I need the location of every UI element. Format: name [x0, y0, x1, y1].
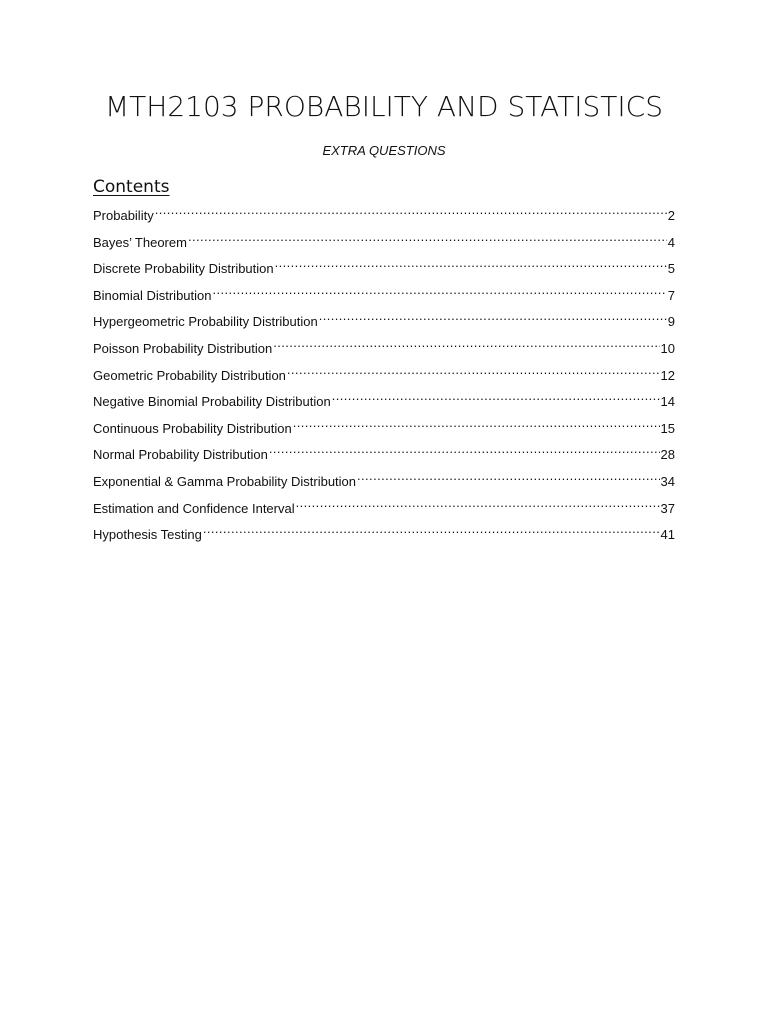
- toc-entry-hypothesis-testing[interactable]: [93, 519, 675, 546]
- toc-entry-page: 12: [660, 367, 675, 383]
- toc-dot-leader: [357, 466, 660, 486]
- toc-entry-label: Discrete Probability Distribution: [93, 261, 274, 277]
- toc-entry-exponential-gamma-probability-distribution[interactable]: [93, 466, 675, 493]
- toc-dot-leader: [213, 280, 667, 300]
- toc-entry-page: 34: [660, 473, 675, 489]
- toc-dot-leader: [188, 227, 667, 247]
- toc-entry-label: Binomial Distribution: [93, 287, 212, 303]
- toc-dot-leader: [319, 306, 667, 326]
- toc-entry-hypergeometric-probability-distribution[interactable]: [93, 306, 675, 333]
- toc-entry-page: 15: [660, 420, 675, 436]
- toc-entry-label: Hypergeometric Probability Distribution: [93, 314, 318, 330]
- toc-entry-page: 41: [660, 527, 675, 543]
- toc-entry-binomial-distribution[interactable]: [93, 280, 675, 307]
- toc-entry-label: Exponential & Gamma Probability Distribution: [93, 473, 357, 489]
- toc-entry-probability[interactable]: [93, 200, 675, 227]
- toc-dot-leader: [203, 519, 660, 539]
- toc-entry-label: Probability: [93, 208, 154, 223]
- toc-entry-page: 37: [660, 500, 675, 516]
- toc-entry-page: 14: [660, 394, 675, 410]
- toc-entry-geometric-probability-distribution[interactable]: [93, 360, 675, 387]
- toc-dot-leader: [296, 493, 660, 513]
- toc-entry-page: 5: [667, 261, 675, 277]
- toc-dot-leader: [155, 200, 667, 220]
- toc-entry-poisson-probability-distribution[interactable]: [93, 333, 675, 360]
- toc-entry-label: Poisson Probability Distribution: [93, 340, 273, 356]
- toc-dot-leader: [293, 413, 660, 433]
- toc-dot-leader: [269, 439, 660, 459]
- toc-entry-continuous-probability-distribution[interactable]: [93, 413, 675, 440]
- toc-entry-label: Normal Probability Distribution: [93, 447, 268, 463]
- toc-entry-bayes-theorem[interactable]: [93, 227, 675, 254]
- toc-dot-leader: [273, 333, 659, 353]
- toc-heading: Contents: [93, 177, 170, 197]
- toc-entry-estimation-confidence-interval[interactable]: [93, 493, 675, 520]
- toc-entry-label: Continuous Probability Distribution: [93, 420, 292, 436]
- document-subtitle: EXTRA QUESTIONS: [322, 143, 446, 158]
- toc-entry-label: Bayes’ Theorem: [93, 234, 187, 250]
- toc-entry-label: Hypothesis Testing: [93, 527, 202, 543]
- toc-entry-page: 7: [667, 287, 675, 303]
- toc-dot-leader: [287, 360, 660, 380]
- toc-entry-page: 4: [667, 234, 675, 250]
- toc-entry-normal-probability-distribution[interactable]: [93, 439, 675, 466]
- toc-entry-page: 28: [660, 447, 675, 463]
- toc-entry-negative-binomial-probability-distribution[interactable]: [93, 386, 675, 413]
- table-of-contents: [93, 200, 675, 546]
- toc-entry-page: 10: [660, 340, 675, 356]
- toc-entry-label: Geometric Probability Distribution: [93, 367, 286, 383]
- toc-entry-page: 9: [667, 314, 675, 330]
- document-title: MTH2103 PROBABILITY AND STATISTICS: [105, 90, 663, 123]
- toc-entry-page: 2: [667, 208, 675, 223]
- toc-dot-leader: [275, 253, 667, 273]
- toc-dot-leader: [332, 386, 660, 406]
- toc-entry-label: Negative Binomial Probability Distribution: [93, 394, 331, 410]
- toc-entry-discrete-probability-distribution[interactable]: [93, 253, 675, 280]
- toc-entry-label: Estimation and Confidence Interval: [93, 500, 295, 516]
